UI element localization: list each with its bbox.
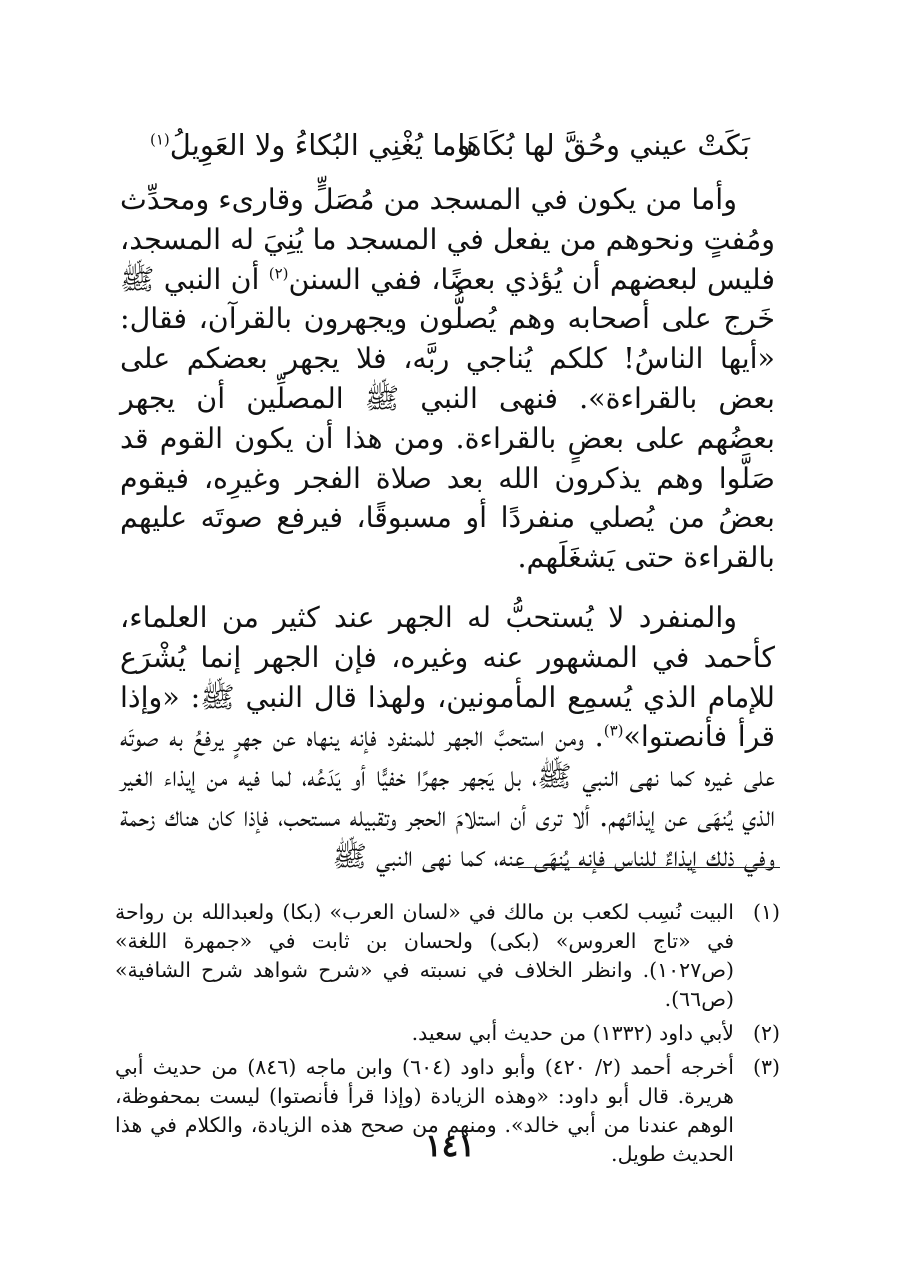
- footnote-2: [115, 1019, 780, 1048]
- footnote-text: لأبي داود (١٣٣٢) من حديث أبي سعيد.: [411, 1021, 734, 1045]
- footnote-ref-1[interactable]: (١): [150, 130, 170, 149]
- page-number: ١٤١: [425, 1128, 475, 1164]
- footnote-text: أخرجه أحمد (٢/ ٤٢٠) وأبو داود (٦٠٤) وابن ماجه (٨٤٦) من حديث أبي هريرة. قال أبو داود: «وهذه الزيادة (وإذا قرأ فأنصتوا) ليست بمحفوظة، الوهم عندنا من أبي خالد». ومنهم من صحح هذه الزيادة، والكلام في هذا الحديث طويل.: [115, 1055, 735, 1166]
- paragraph-1: وأما من يكون في المسجد من مُصَلٍّ وقارىء ومحدِّث ومُفتٍ ونحوهم من يفعل في المسجد ما يُنِيَ له المسجد، فليس لبعضهم أن يُؤذي بعضًا، ففي السنن$^{(٢)}$ أن النبي ﷺ خَرج على أصحابه وهم يُصلُّون ويجهرون بالقرآن، فقال: «أيها الناسُ! كلكم يُناجي ربَّه، فلا يجهر بعضكم على بعض بالقراءة». فنهى النبي ﷺ المصلِّين أن يجهر بعضُهم على بعضٍ بالقراءة. ومن هذا أن يكون القوم قد صَلَّوا وهم يذكرون الله بعد صلاة الفجر وغيرِه، فيقوم بعضُ من يُصلي منفردًا أو مسبوقًا، فيرفع صوتَه عليهم بالقراءة حتى يَشغَلَهم.: [120, 183, 775, 575]
- paragraph-2: والمنفرد لا يُستحبُّ له الجهر عند كثير من العلماء، كأحمد في المشهور عنه وغيره، فإن الجهر إنما يُشْرَع للإمام الذي يُسمِع المأمونين، ولهذا قال النبي ﷺ: «وإذا قرأ فأنصتوا»$^{(٣)}$. ومن استحبَّ الجهر للمنفرد فإنه ينهاه عن جهرٍ يرفعُ به صوتَه على غيره كما نهى النبي ﷺ، بل يَجهر جهرًا خفيًّا أو يَدَعُه، لما فيه من إيذاء الغير الذي يُنهَى عن إيذائهم. ألا ترى أن استلامَ الحجر وتقبيله مستحب، فإذا كان هناك زحمة وفي ذلك إيذاءٌ للناس فإنه يُنهَى عنه، كما نهى النبي ﷺ: [120, 600, 775, 873]
- verse-second-hemistich: وما يُغْنِي البُكاءُ ولا العَوِيلُ$^{(١)}$: [150, 128, 471, 162]
- footnote-ref-3[interactable]: (٣): [603, 721, 624, 740]
- verse-first-hemistich: بَكَتْ عيني وحُقَّ لها بُكَاهَا: [457, 128, 750, 162]
- footnote-text: البيت نُسِب لكعب بن مالك في «لسان العرب» (بكا) ولعبدالله بن رواحة في «تاج العروس» (بكى) ولحسان بن ثابت في «جمهرة اللغة» (ص١٠٢٧). وانظر الخلاف في نسبته في «شرح شواهد شرح الشافية» (ص٦٦).: [115, 900, 734, 1011]
- main-text: [120, 180, 775, 877]
- footnote-number: (٢): [752, 1021, 780, 1045]
- footnote-ref-2[interactable]: (٢): [268, 264, 289, 283]
- footnote-1: [115, 898, 780, 1014]
- poetry-verse: [150, 122, 750, 168]
- footnote-number: (٣): [752, 1055, 780, 1079]
- footnote-divider: [518, 867, 780, 868]
- footnote-number: (١): [752, 900, 780, 924]
